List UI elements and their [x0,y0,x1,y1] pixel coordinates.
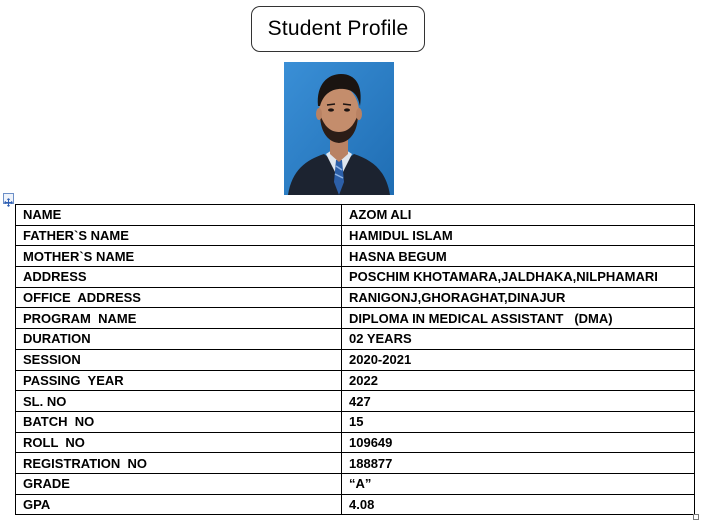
field-value: 02 YEARS [342,329,695,350]
field-value: POSCHIM KHOTAMARA,JALDHAKA,NILPHAMARI [342,267,695,288]
field-label: FATHER`S NAME [16,225,342,246]
field-label: SL. NO [16,391,342,412]
field-value: 2022 [342,370,695,391]
table-row [16,370,695,391]
field-label: NAME [16,205,342,226]
table-row [16,267,695,288]
table-row [16,432,695,453]
field-value: “A” [342,473,695,494]
field-label: SESSION [16,349,342,370]
field-label: MOTHER`S NAME [16,246,342,267]
table-row [16,308,695,329]
table-row [16,349,695,370]
table-row [16,287,695,308]
field-value: 2020-2021 [342,349,695,370]
table-row [16,205,695,226]
field-value: 15 [342,411,695,432]
field-label: BATCH NO [16,411,342,432]
field-label: DURATION [16,329,342,350]
table-row [16,329,695,350]
field-value: HAMIDUL ISLAM [342,225,695,246]
field-label: REGISTRATION NO [16,453,342,474]
field-value: 109649 [342,432,695,453]
field-value: AZOM ALI [342,205,695,226]
table-row [16,246,695,267]
field-label: PROGRAM NAME [16,308,342,329]
student-photo [284,62,394,195]
field-label: ADDRESS [16,267,342,288]
field-label: OFFICE ADDRESS [16,287,342,308]
table-move-handle-icon[interactable] [3,193,14,204]
table-row [16,225,695,246]
field-value: DIPLOMA IN MEDICAL ASSISTANT (DMA) [342,308,695,329]
field-label: PASSING YEAR [16,370,342,391]
table-resize-handle[interactable] [693,514,699,520]
table-row [16,391,695,412]
field-label: GPA [16,494,342,515]
field-label: GRADE [16,473,342,494]
table-row [16,494,695,515]
student-profile-table [15,204,695,515]
field-value: 4.08 [342,494,695,515]
field-value: RANIGONJ,GHORAGHAT,DINAJUR [342,287,695,308]
table-row [16,473,695,494]
field-value: HASNA BEGUM [342,246,695,267]
student-portrait-image [284,62,394,195]
field-label: ROLL NO [16,432,342,453]
table-row [16,411,695,432]
table-row [16,453,695,474]
field-value: 188877 [342,453,695,474]
page-title: Student Profile [251,6,425,52]
field-value: 427 [342,391,695,412]
